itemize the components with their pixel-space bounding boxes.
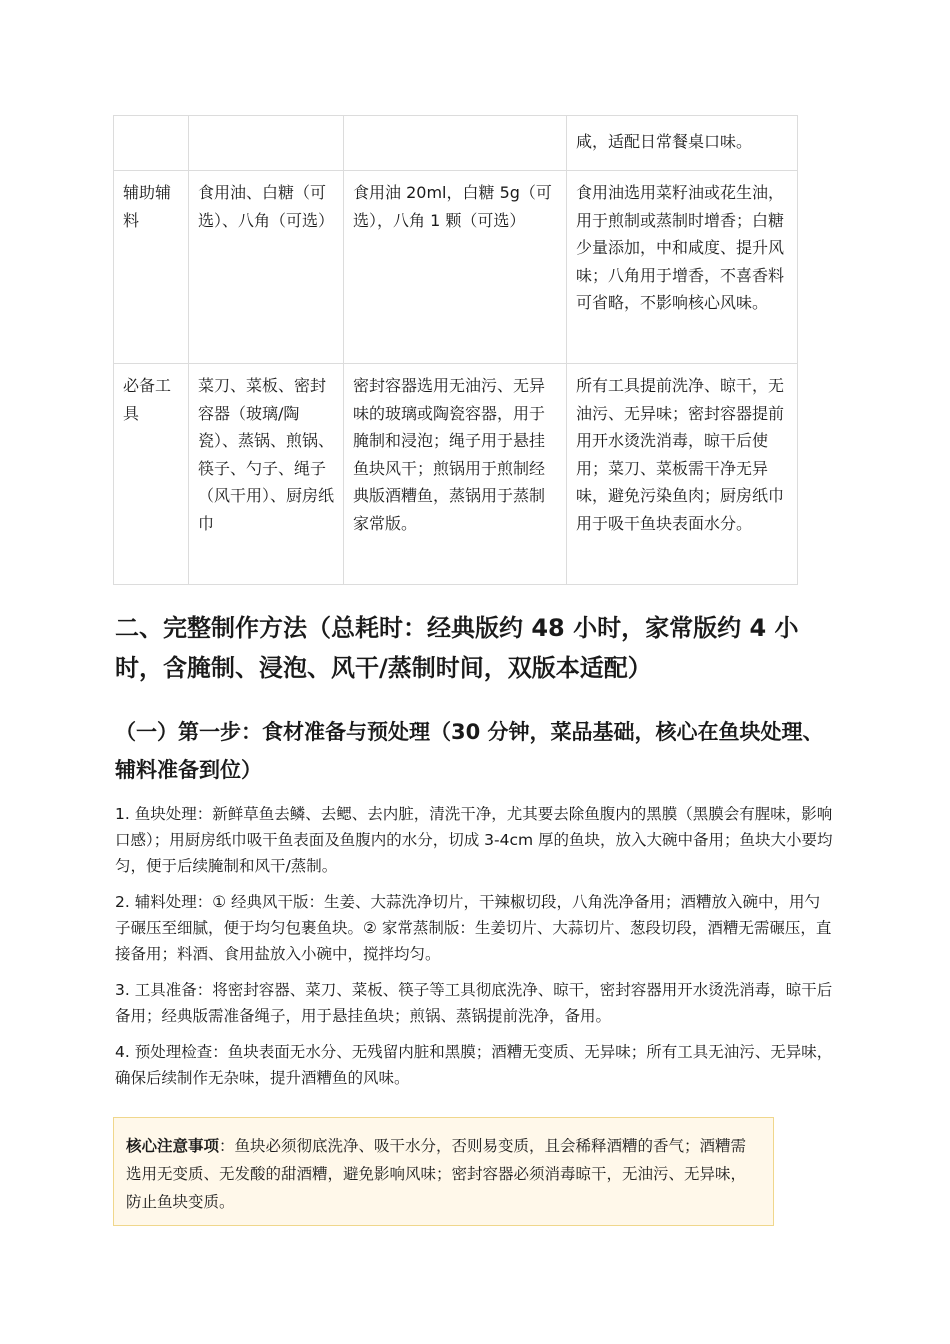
table-cell: 所有工具提前洗净、晾干，无油污、无异味；密封容器提前用开水烫洗消毒，晾干后使用；菜刀、菜板需干净无异味，避免污染鱼肉；厨房纸巾用于吸干鱼块表面水分。 (567, 364, 798, 585)
table-cell: 辅助辅料 (114, 171, 189, 364)
table-cell: 密封容器选用无油污、无异味的玻璃或陶瓷容器，用于腌制和浸泡；绳子用于悬挂鱼块风干；煎锅用于煎制经典版酒糟鱼，蒸锅用于蒸制家常版。 (344, 364, 567, 585)
table-cell (344, 116, 567, 171)
subsection-heading: （一）第一步：食材准备与预处理（30 分钟，菜品基础，核心在鱼块处理、辅料准备到位） (115, 720, 824, 782)
steps-list (115, 801, 835, 1101)
table-cell: 必备工具 (114, 364, 189, 585)
note-label: 核心注意事项 (126, 1137, 220, 1155)
table-cell: 菜刀、菜板、密封容器（玻璃/陶瓷）、蒸锅、煎锅、筷子、勺子、绳子（风干用）、厨房纸巾 (189, 364, 344, 585)
step-paragraph: 2. 辅料处理：① 经典风干版：生姜、大蒜洗净切片，干辣椒切段，八角洗净备用；酒糟放入碗中，用勺子碾压至细腻，便于均匀包裹鱼块。② 家常蒸制版：生姜切片、大蒜切片、葱段切段，酒糟无需碾压，直接备用；料酒、食用盐放入小碗中，搅拌均匀。 (115, 893, 832, 963)
table-cell (114, 116, 189, 171)
note-text: ：鱼块必须彻底洗净、吸干水分，否则易变质，且会稀释酒糟的香气；酒糟需选用无变质、无发酸的甜酒糟，避免影响风味；密封容器必须消毒晾干，无油污、无异味，防止鱼块变质。 (126, 1137, 747, 1211)
table-row (114, 364, 798, 585)
section-heading: 二、完整制作方法（总耗时：经典版约 48 小时，家常版约 4 小时，含腌制、浸泡、风干/蒸制时间，双版本适配） (115, 614, 799, 682)
step-paragraph: 4. 预处理检查：鱼块表面无水分、无残留内脏和黑膜；酒糟无变质、无异味；所有工具无油污、无异味，确保后续制作无杂味，提升酒糟鱼的风味。 (115, 1043, 833, 1087)
step-paragraph: 3. 工具准备：将密封容器、菜刀、菜板、筷子等工具彻底洗净、晾干，密封容器用开水烫洗消毒，晾干后备用；经典版需准备绳子，用于悬挂鱼块；煎锅、蒸锅提前洗净，备用。 (115, 981, 833, 1025)
table-cell: 食用油 20ml，白糖 5g（可选），八角 1 颗（可选） (344, 171, 567, 364)
table-row (114, 116, 798, 171)
table-cell: 咸，适配日常餐桌口味。 (567, 116, 798, 171)
table-cell: 食用油选用菜籽油或花生油，用于煎制或蒸制时增香；白糖少量添加，中和咸度、提升风味；八角用于增香，不喜香料可省略，不影响核心风味。 (567, 171, 798, 364)
note-callout (113, 1117, 774, 1226)
table-row (114, 171, 798, 364)
table-cell: 食用油、白糖（可选）、八角（可选） (189, 171, 344, 364)
ingredients-table (113, 115, 798, 585)
table-cell (189, 116, 344, 171)
step-paragraph: 1. 鱼块处理：新鲜草鱼去鳞、去鳃、去内脏，清洗干净，尤其要去除鱼腹内的黑膜（黑膜会有腥味，影响口感）；用厨房纸巾吸干鱼表面及鱼腹内的水分，切成 3-4cm 厚的鱼块，放入大碗中备用；鱼块大小要均匀，便于后续腌制和风干/蒸制。 (115, 805, 833, 875)
